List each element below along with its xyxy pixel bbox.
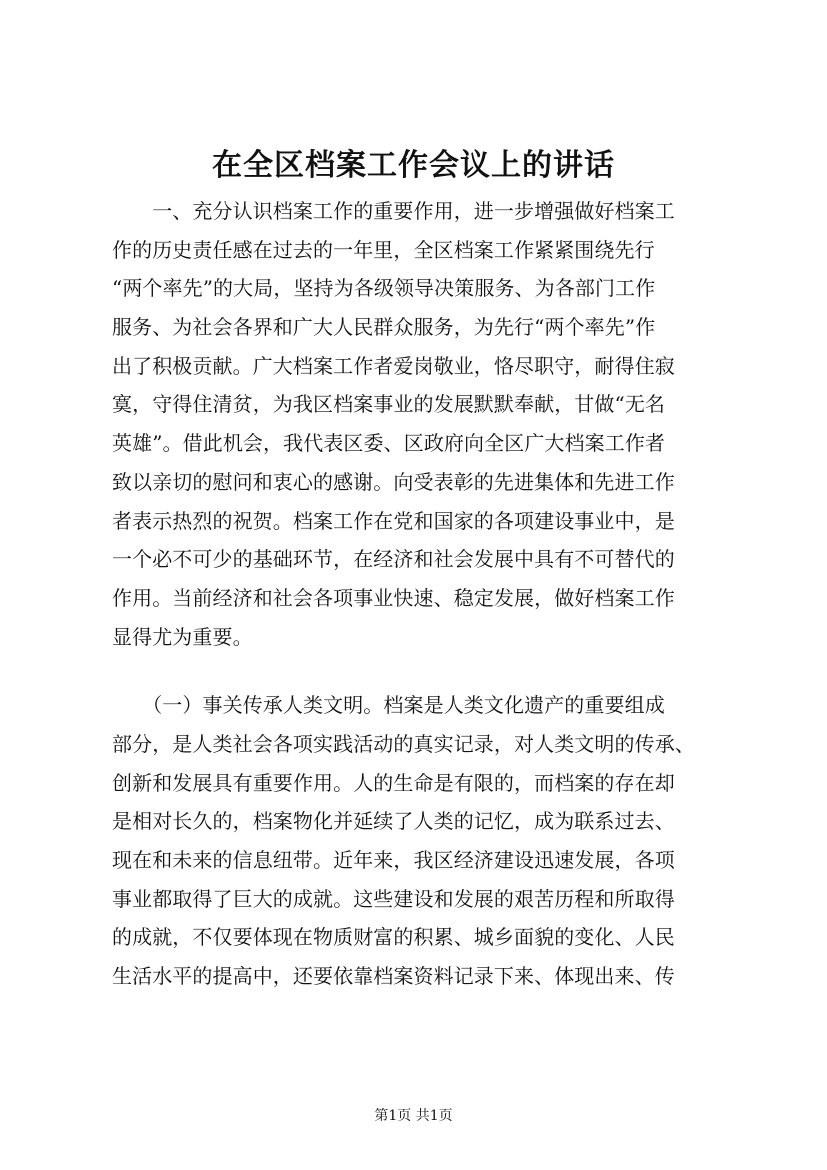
text-line: 创新和发展具有重要作用。人的生命是有限的，而档案的存在却 <box>112 770 675 795</box>
text-line: 部分，是人类社会各项实践活动的真实记录，对人类文明的传承、 <box>112 731 695 756</box>
text-line: 生活水平的提高中，还要依靠档案资料记录下来、体现出来、传 <box>112 964 675 989</box>
text-line: 现在和未来的信息纽带。近年来，我区经济建设迅速发展，各项 <box>112 848 675 872</box>
text-line: “两个率先”的大局，坚持为各级领导决策服务、为各部门工作 <box>112 276 656 301</box>
text-line: 一个必不可少的基础环节，在经济和社会发展中具有不可替代的 <box>112 547 675 572</box>
text-line: 作的历史责任感在过去的一年里，全区档案工作紧紧围绕先行 <box>112 237 655 262</box>
paragraph-2 <box>112 686 724 996</box>
paragraph-gap <box>112 656 724 686</box>
document-title: 在全区档案工作会议上的讲话 <box>212 148 615 183</box>
text-line: （一）事关传承人类文明。档案是人类文化遗产的重要组成 <box>112 693 665 718</box>
text-line: 显得尤为重要。 <box>112 624 253 649</box>
document-body <box>112 192 724 996</box>
text-line: 者表示热烈的祝贺。档案工作在党和国家的各项建设事业中，是 <box>112 508 675 533</box>
text-line: 事业都取得了巨大的成就。这些建设和发展的艰苦历程和所取得 <box>112 886 675 911</box>
text-line: 致以亲切的慰问和衷心的感谢。向受表彰的先进集体和先进工作 <box>112 469 675 494</box>
text-line: 是相对长久的，档案物化并延续了人类的记忆，成为联系过去、 <box>112 809 675 834</box>
text-line: 寞，守得住清贫，为我区档案事业的发展默默奉献，甘做“无名 <box>112 392 666 417</box>
text-line: 英雄”。借此机会，我代表区委、区政府向全区广大档案工作者 <box>112 431 666 456</box>
text-line: 的成就，不仅要体现在物质财富的积累、城乡面貌的变化、人民 <box>112 925 675 950</box>
text-line: 一、充分认识档案工作的重要作用，进一步增强做好档案工 <box>112 199 675 223</box>
text-line: 服务、为社会各界和广大人民群众服务，为先行“两个率先”作 <box>112 315 656 340</box>
text-line: 作用。当前经济和社会各项事业快速、稳定发展，做好档案工作 <box>112 585 675 610</box>
text-line: 出了积极贡献。广大档案工作者爱岗敬业，恪尽职守，耐得住寂 <box>112 353 675 378</box>
paragraph-1 <box>112 192 724 656</box>
page-footer: 第1页 共1页 <box>374 1108 453 1124</box>
